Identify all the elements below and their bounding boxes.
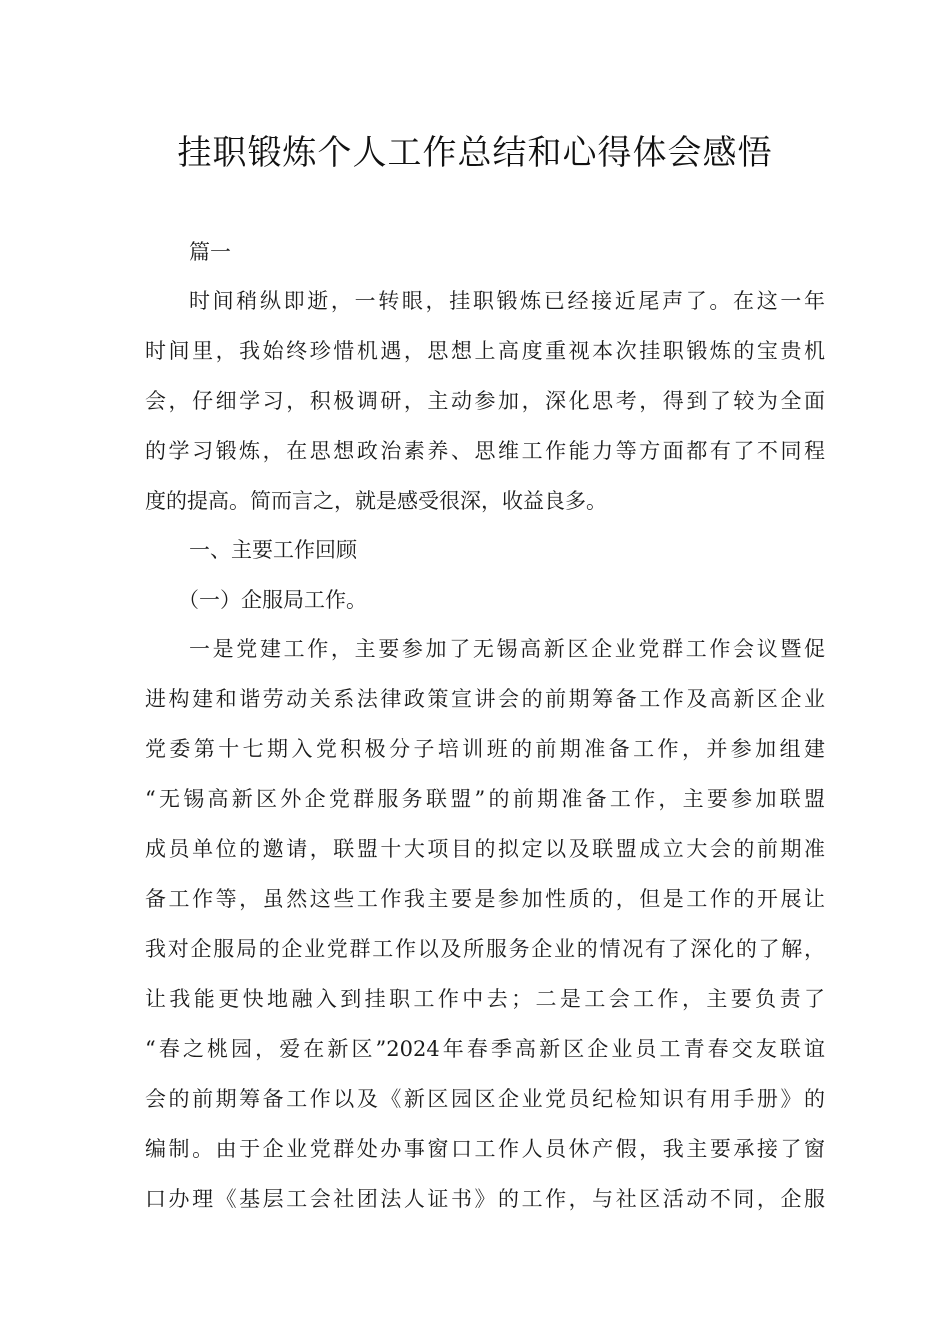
paragraph-line: 编制。由于企业党群处办事窗口工作人员休产假，我主要承接了窗 [145,1137,825,1161]
document-title: 挂职锻炼个人工作总结和心得体会感悟 [177,133,773,173]
paragraph-line: 时间稍纵即逝，一转眼，挂职锻炼已经接近尾声了。在这一年 [189,289,825,313]
paragraph-line: 时间里，我始终珍惜机遇，思想上高度重视本次挂职锻炼的宝贵机 [145,339,825,363]
paragraph-line: 口办理《基层工会社团法人证书》的工作，与社区活动不同，企服 [145,1187,825,1211]
paragraph-line: 备工作等，虽然这些工作我主要是参加性质的，但是工作的开展让 [145,887,825,911]
paragraph-line: 让我能更快地融入到挂职工作中去；二是工会工作，主要负责了 [145,987,825,1011]
paragraph-line: 会的前期筹备工作以及《新区园区企业党员纪检知识有用手册》的 [145,1087,825,1111]
paragraph-line: 度的提高。简而言之，就是感受很深，收益良多。 [145,489,607,513]
paragraph-line: “春之桃园，爱在新区”2024年春季高新区企业员工青春交友联谊 [145,1037,825,1061]
paragraph-line: 的学习锻炼，在思想政治素养、思维工作能力等方面都有了不同程 [145,439,825,463]
paragraph-line: 会，仔细学习，积极调研，主动参加，深化思考，得到了较为全面 [145,389,825,413]
paragraph-line: 一是党建工作，主要参加了无锡高新区企业党群工作会议暨促 [189,637,825,661]
paragraph-line: 成员单位的邀请，联盟十大项目的拟定以及联盟成立大会的前期准 [145,837,825,861]
paragraph-line: 党委第十七期入党积极分子培训班的前期准备工作，并参加组建 [145,737,825,761]
paragraph-line: 进构建和谐劳动关系法律政策宣讲会的前期筹备工作及高新区企业 [145,687,825,711]
paragraph-line: 我对企服局的企业党群工作以及所服务企业的情况有了深化的了解， [145,937,825,961]
section-label: 篇一 [189,240,231,264]
section-heading: 一、主要工作回顾 [189,538,357,562]
paragraph-line: “无锡高新区外企党群服务联盟”的前期准备工作，主要参加联盟 [145,787,825,811]
subsection-heading: （一）企服局工作。 [178,588,367,612]
